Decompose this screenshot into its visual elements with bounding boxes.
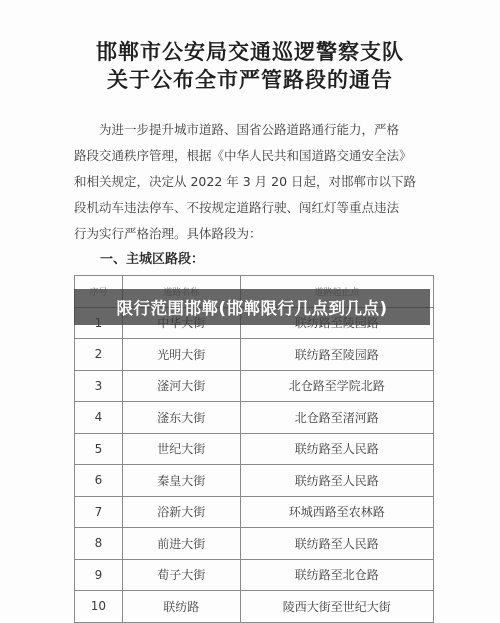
road-range: 联纺路至人民路 — [240, 433, 433, 465]
banner-text: 限行范围邯郸(邯郸限行几点到几点) — [116, 299, 388, 318]
notice-paragraph — [74, 117, 446, 247]
road-name: 滏河大街 — [122, 370, 240, 402]
section-heading: 一、主城区路段： — [100, 252, 205, 267]
roads-table — [74, 275, 434, 623]
paragraph-line: 和相关规定，决定从 2022 年 3 月 20 日起，对邯郸市以下路 — [74, 174, 417, 189]
row-number: 6 — [75, 465, 123, 497]
paragraph-line: 为进一步提升城市道路、国省公路道路通行能力，严格 — [99, 122, 400, 137]
row-number: 10 — [75, 591, 123, 623]
road-name: 荀子大街 — [122, 559, 240, 591]
road-name: 联纺路 — [122, 591, 240, 623]
table-row — [75, 402, 434, 434]
table-row — [75, 559, 434, 591]
table-row — [75, 465, 434, 497]
paragraph-line: 行为实行严格治理。具体路段为： — [74, 226, 262, 241]
road-range: 联纺路至人民路 — [240, 465, 433, 497]
road-range: 陵西大街至世纪大街 — [240, 591, 433, 623]
paragraph-line: 路段交通秩序管理，根据《中华人民共和国道路交通安全法》 — [74, 148, 412, 163]
row-number: 7 — [75, 496, 123, 528]
row-number: 2 — [75, 339, 123, 371]
road-name: 前进大街 — [122, 528, 240, 560]
road-name: 秦皇大街 — [122, 465, 240, 497]
table-row — [75, 370, 434, 402]
road-range: 环城西路至农林路 — [240, 496, 433, 528]
row-number: 8 — [75, 528, 123, 560]
row-number: 9 — [75, 559, 123, 591]
road-name: 光明大街 — [122, 339, 240, 371]
overlay-banner — [74, 289, 430, 325]
paragraph-line: 段机动车违法停车、不按规定道路行驶、闯红灯等重点违法 — [74, 200, 400, 215]
table-row — [75, 339, 434, 371]
row-number: 3 — [75, 370, 123, 402]
table-row — [75, 528, 434, 560]
row-number: 4 — [75, 402, 123, 434]
road-name: 浴新大街 — [122, 496, 240, 528]
row-number: 5 — [75, 433, 123, 465]
road-range: 北仓路至学院北路 — [240, 370, 433, 402]
road-range: 联纺路至人民路 — [240, 528, 433, 560]
road-range: 联纺路至陵园路 — [240, 339, 433, 371]
table-row — [75, 433, 434, 465]
road-range: 北仓路至渚河路 — [240, 402, 433, 434]
road-range: 联纺路至北仓路 — [240, 559, 433, 591]
road-name: 世纪大街 — [122, 433, 240, 465]
table-row — [75, 591, 434, 623]
notice-title-line2: 关于公布全市严管路段的通告 — [107, 67, 393, 92]
table-row — [75, 496, 434, 528]
notice-title-line1: 邯郸市公安局交通巡逻警察支队 — [96, 39, 404, 64]
road-name: 滏东大街 — [122, 402, 240, 434]
